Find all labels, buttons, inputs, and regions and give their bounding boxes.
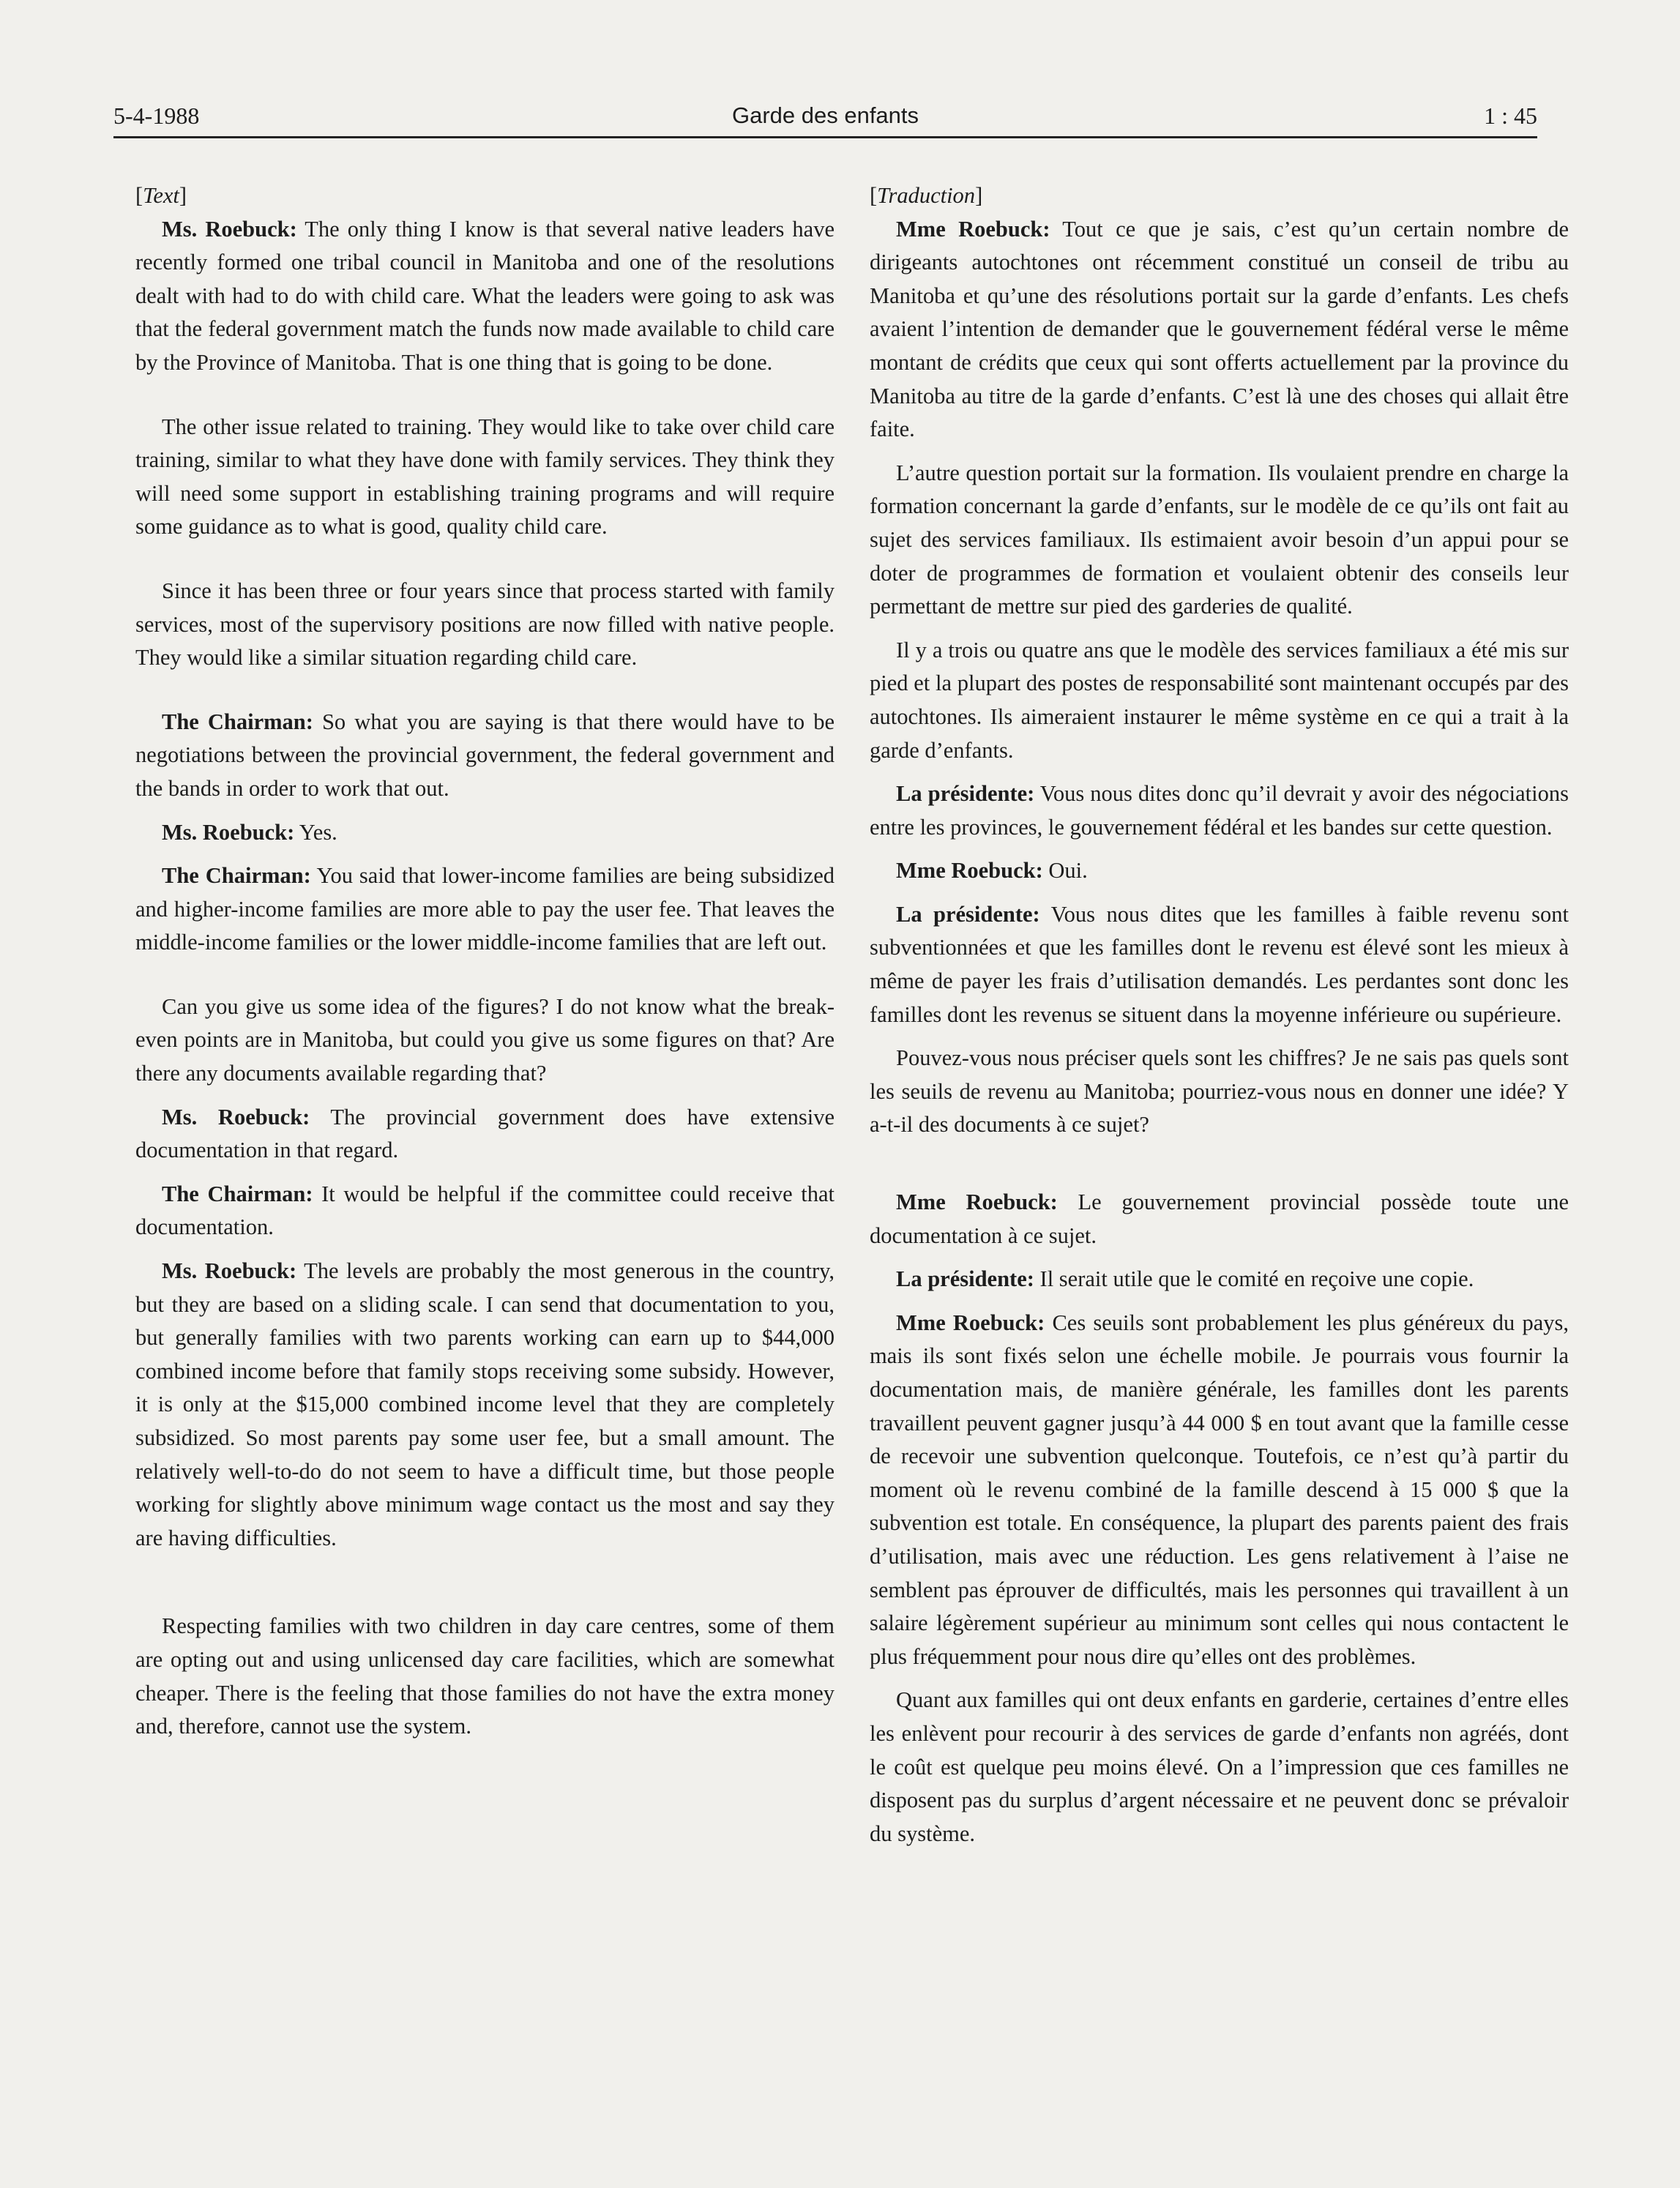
paragraph-text: Tout ce que je sais, c’est qu’un certain nombre de dirigeants autochtones ont récemment constitué un conseil de tribu au Manitoba et qu’une des résolutions portait sur la garde d’enfants. Les chefs avaient l’intention de demander que le gouvernement fédéral verse le même montant de crédits que ceux qui sont offerts actuellement par la province du Manitoba au titre de la garde d’enfants. C’est là une des choses qui allait être faite. bbox=[870, 216, 1569, 442]
speaker-name: La présidente: bbox=[896, 781, 1035, 807]
speaker-name: The Chairman: bbox=[162, 709, 313, 734]
english-column bbox=[135, 179, 835, 1744]
paragraph-text: The only thing I know is that several native leaders have recently formed one tribal council in Manitoba and one of the resolutions dealt with had to do with child care. What the leaders were going to ask was that the federal government match the funds now made available to child care by the Province of Manitoba. That is one thing that is going to be done. bbox=[135, 216, 835, 375]
paragraph bbox=[135, 1610, 835, 1743]
paragraph bbox=[870, 457, 1569, 624]
traduction-annotation: [Traduction] bbox=[870, 183, 983, 208]
paragraph bbox=[870, 634, 1569, 767]
running-header bbox=[113, 102, 1537, 138]
paragraph-text: The levels are probably the most generous in the country, but they are based on a sliding scale. I can send that documentation to you, but generally families with two parents working can earn up to $44,000 combined income before that family stops receiving some subsidy. However, it is only at the $15,000 combined income level that they are completely subsidized. So most parents pay some user fee, but a small amount. The relatively well-to-do do not seem to have a difficult time, but those people working for slightly above minimum wage contact us the most and say they are having difficulties. bbox=[135, 1258, 835, 1550]
paragraph bbox=[870, 1307, 1569, 1674]
paragraph-text: Le gouvernement provincial possède toute une documentation à ce sujet. bbox=[870, 1190, 1569, 1248]
paragraph-text: The provincial government does have extensive documentation in that regard. bbox=[135, 1104, 835, 1163]
paragraph bbox=[870, 1263, 1569, 1296]
paragraph-text: Pouvez-vous nous préciser quels sont les chiffres? Je ne sais pas quels sont les seuils de revenu au Manitoba; pourriez-vous nous en donner une idée? Y a-t-il des documents à ce sujet? bbox=[870, 1045, 1569, 1138]
header-date: 5-4-1988 bbox=[113, 102, 200, 129]
paragraph-text: Since it has been three or four years since that process started with family services, most of the supervisory positions are now filled with native people. They would like a similar situation regarding child care. bbox=[135, 578, 835, 671]
paragraph-text: Il y a trois ou quatre ans que le modèle des services familiaux a été mis sur pied et la plupart des postes de responsabilité sont maintenant occupés par des autochtones. Ils aimeraient instaurer le même système en ce qui a trait à la garde d’enfants. bbox=[870, 637, 1569, 763]
paragraph bbox=[135, 859, 835, 960]
french-column bbox=[870, 179, 1569, 1851]
header-title: Garde des enfants bbox=[731, 102, 919, 128]
speaker-name: The Chairman: bbox=[162, 863, 311, 889]
paragraph-text: Yes. bbox=[294, 819, 337, 845]
paragraph-text: Can you give us some idea of the figures? I do not know what the break-even points are in Manitoba, but could you give us some figures on that? Are there any documents available regarding that? bbox=[135, 993, 835, 1086]
paragraph-text: So what you are saying is that there would have to be negotiations between the provincial government, the federal government and the bands in order to work that out. bbox=[135, 709, 835, 801]
paragraph bbox=[135, 213, 835, 380]
speaker-name: Mme Roebuck: bbox=[896, 1310, 1045, 1335]
speaker-name: Mme Roebuck: bbox=[896, 858, 1043, 884]
paragraph-text: L’autre question portait sur la formation. Ils voulaient prendre en charge la formation concernant la garde d’enfants, sur le modèle de ce qu’ils ont fait au sujet des services familiaux. Ils estimaient avoir besoin d’un appui pour se doter de programmes de formation et voulaient obtenir des conseils leur permettant de mettre sur pied des garderies de qualité. bbox=[870, 460, 1569, 619]
paragraph-text: The other issue related to training. They would like to take over child care training, similar to what they have done with family services. They think they will need some support in establishing training programs and will require some guidance as to what is good, quality child care. bbox=[135, 414, 835, 539]
paragraph bbox=[135, 816, 835, 850]
paragraph bbox=[135, 575, 835, 675]
paragraph-text: You said that lower-income families are being subsidized and higher-income families are more able to pay the user fee. That leaves the middle-income families or the lower middle-income families that are left out. bbox=[135, 863, 835, 955]
paragraph-text: Ces seuils sont probablement les plus généreux du pays, mais ils sont fixés selon une échelle mobile. Je pourrais vous fournir la documentation mais, de manière générale, les familles dont les parents travaillent peuvent gagner jusqu’à 44 000 $ en tout avant que la famille cesse de recevoir une subvention quelconque. Toutefois, ce n’est qu’à partir du moment où le revenu combiné de la famille descend à 15 000 $ que la subvention est totale. En conséquence, la plupart des parents paient des frais d’utilisation, mais avec une réduction. Les gens relativement à l’aise ne semblent pas éprouver de difficultés, mais les personnes qui travaillent à un salaire légèrement supérieur au minimum sont celles qui nous contactent le plus fréquemment pour nous dire qu’elles ont des problèmes. bbox=[870, 1310, 1569, 1669]
speaker-name: Ms. Roebuck: bbox=[162, 819, 295, 845]
speaker-name: Ms. Roebuck: bbox=[162, 1258, 297, 1284]
paragraph-text: Vous nous dites donc qu’il devrait y avoir des négociations entre les provinces, le gouvernement fédéral et les bandes sur cette question. bbox=[870, 781, 1569, 840]
paragraph-text: It would be helpful if the committee could receive that documentation. bbox=[135, 1181, 835, 1240]
paragraph-text: Il serait utile que le comité en reçoive une copie. bbox=[1034, 1266, 1474, 1292]
paragraph-text: Vous nous dites que les familles à faible revenu sont subventionnées et que les familles dont le revenu est élevé sont les mieux à même de payer les frais d’utilisation demandés. Les perdantes sont donc les familles dont les revenus se situent dans la moyenne inférieure ou supérieure. bbox=[870, 901, 1569, 1027]
paragraph bbox=[870, 1684, 1569, 1851]
speaker-name: La présidente: bbox=[896, 1266, 1034, 1292]
paragraph bbox=[135, 706, 835, 806]
paragraph bbox=[135, 411, 835, 544]
paragraph-text: Respecting families with two children in day care centres, some of them are opting out and using unlicensed day care facilities, which are somewhat cheaper. There is the feeling that those families do not have the extra money and, therefore, cannot use the system. bbox=[135, 1613, 835, 1739]
paragraph-text: Oui. bbox=[1042, 858, 1088, 884]
paragraph bbox=[135, 1255, 835, 1555]
paragraph bbox=[870, 854, 1569, 888]
paragraph bbox=[135, 1101, 835, 1168]
speaker-name: Ms. Roebuck: bbox=[162, 1104, 310, 1130]
paragraph bbox=[870, 777, 1569, 844]
speaker-name: La présidente: bbox=[896, 901, 1040, 927]
header-page-number: 1 : 45 bbox=[1484, 102, 1537, 129]
paragraph-text: Quant aux familles qui ont deux enfants en garderie, certaines d’entre elles les enlèvent pour recourir à des services de garde d’enfants non agréés, dont le coût est quelque peu moins élevé. On a l’impression que ces familles ne disposent pas du surplus d’argent nécessaire et ne peuvent donc se prévaloir du système. bbox=[870, 1687, 1569, 1846]
speaker-name: The Chairman: bbox=[162, 1181, 313, 1206]
paragraph bbox=[870, 898, 1569, 1031]
speaker-name: Mme Roebuck: bbox=[896, 1190, 1058, 1215]
paragraph bbox=[135, 1178, 835, 1244]
paragraph bbox=[135, 990, 835, 1091]
speaker-name: Ms. Roebuck: bbox=[162, 216, 297, 242]
text-annotation: [Text] bbox=[135, 183, 187, 208]
speaker-name: Mme Roebuck: bbox=[896, 216, 1050, 242]
paragraph bbox=[870, 1186, 1569, 1252]
paragraph bbox=[870, 213, 1569, 447]
paragraph bbox=[870, 1042, 1569, 1142]
